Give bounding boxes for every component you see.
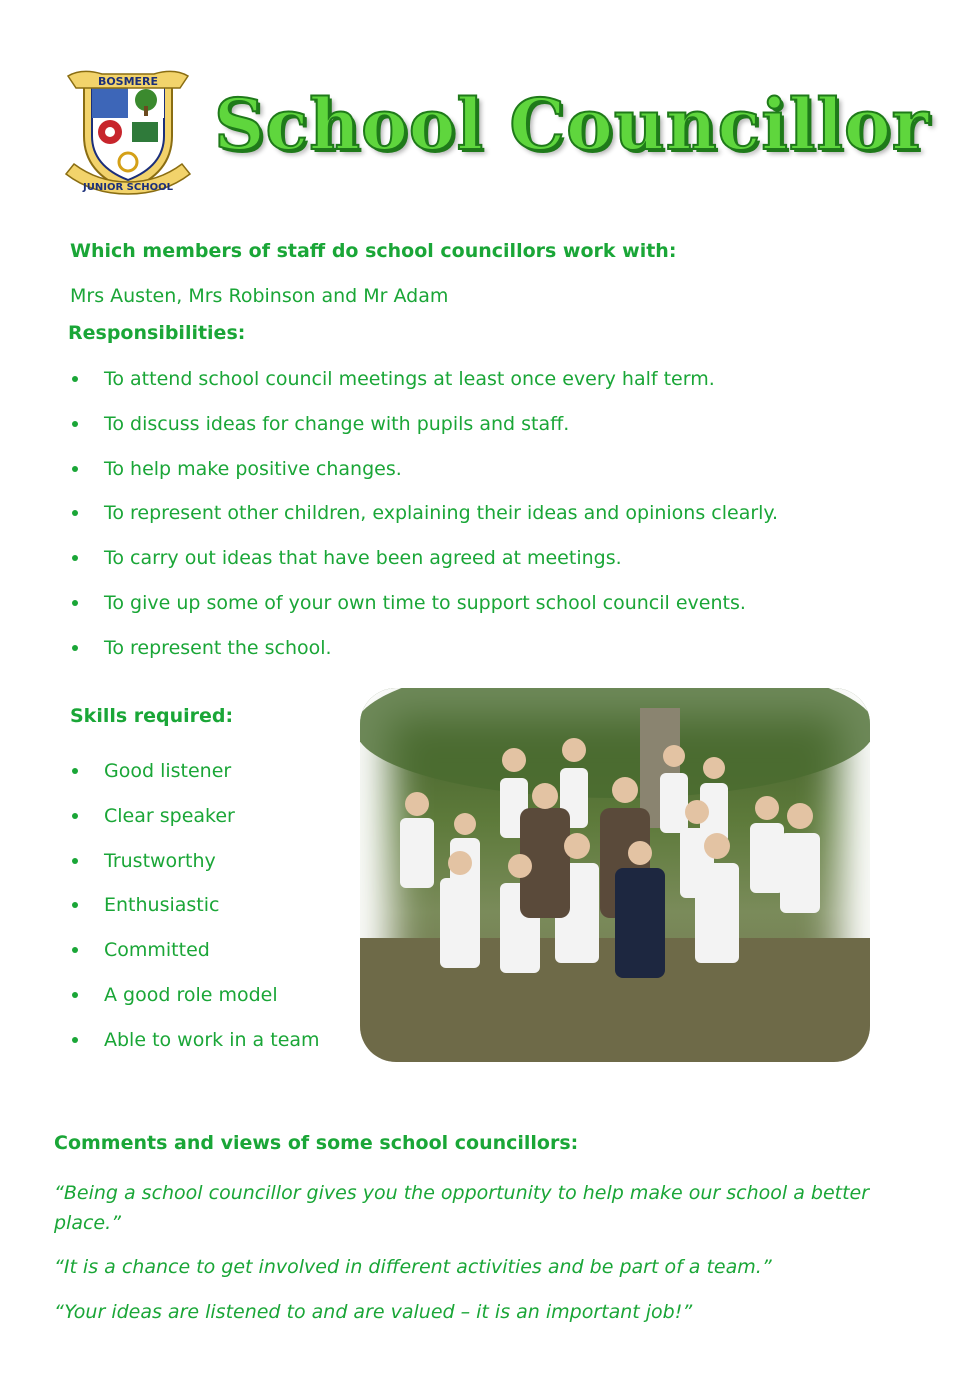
responsibilities-heading: Responsibilities:	[68, 322, 246, 344]
staff-heading: Which members of staff do school councillors work with:	[70, 240, 677, 262]
list-item: Clear speaker	[68, 804, 320, 849]
responsibilities-list	[68, 367, 778, 681]
comments-heading: Comments and views of some school councillors:	[54, 1132, 579, 1154]
skills-heading: Skills required:	[70, 705, 234, 727]
list-item: To represent the school.	[68, 636, 778, 681]
school-crest-logo	[62, 66, 194, 198]
list-item: To help make positive changes.	[68, 457, 778, 502]
crest-top-text: BOSMERE	[97, 75, 159, 88]
list-item: Good listener	[68, 759, 320, 804]
quote: “It is a chance to get involved in different activities and be part of a team.”	[54, 1256, 772, 1278]
list-item: To attend school council meetings at least once every half term.	[68, 367, 778, 412]
list-item: A good role model	[68, 983, 320, 1028]
list-item: Committed	[68, 938, 320, 983]
quote: “Your ideas are listened to and are valued – it is an important job!”	[54, 1301, 693, 1323]
list-item: To discuss ideas for change with pupils and staff.	[68, 412, 778, 457]
list-item: To give up some of your own time to support school council events.	[68, 591, 778, 636]
list-item: Trustworthy	[68, 849, 320, 894]
staff-names: Mrs Austen, Mrs Robinson and Mr Adam	[70, 285, 449, 307]
crest-bottom-text: JUNIOR SCHOOL	[83, 182, 173, 193]
quote: “Being a school councillor gives you the opportunity to help make our school a better place.”	[54, 1182, 870, 1234]
list-item: To carry out ideas that have been agreed at meetings.	[68, 546, 778, 591]
list-item: Enthusiastic	[68, 893, 320, 938]
group-photo	[360, 688, 870, 1062]
group-photo-illustration	[360, 688, 870, 1062]
list-item: To represent other children, explaining their ideas and opinions clearly.	[68, 501, 778, 546]
page-title: School Councillor	[214, 83, 930, 166]
list-item: Able to work in a team	[68, 1028, 320, 1073]
skills-list	[68, 759, 320, 1073]
